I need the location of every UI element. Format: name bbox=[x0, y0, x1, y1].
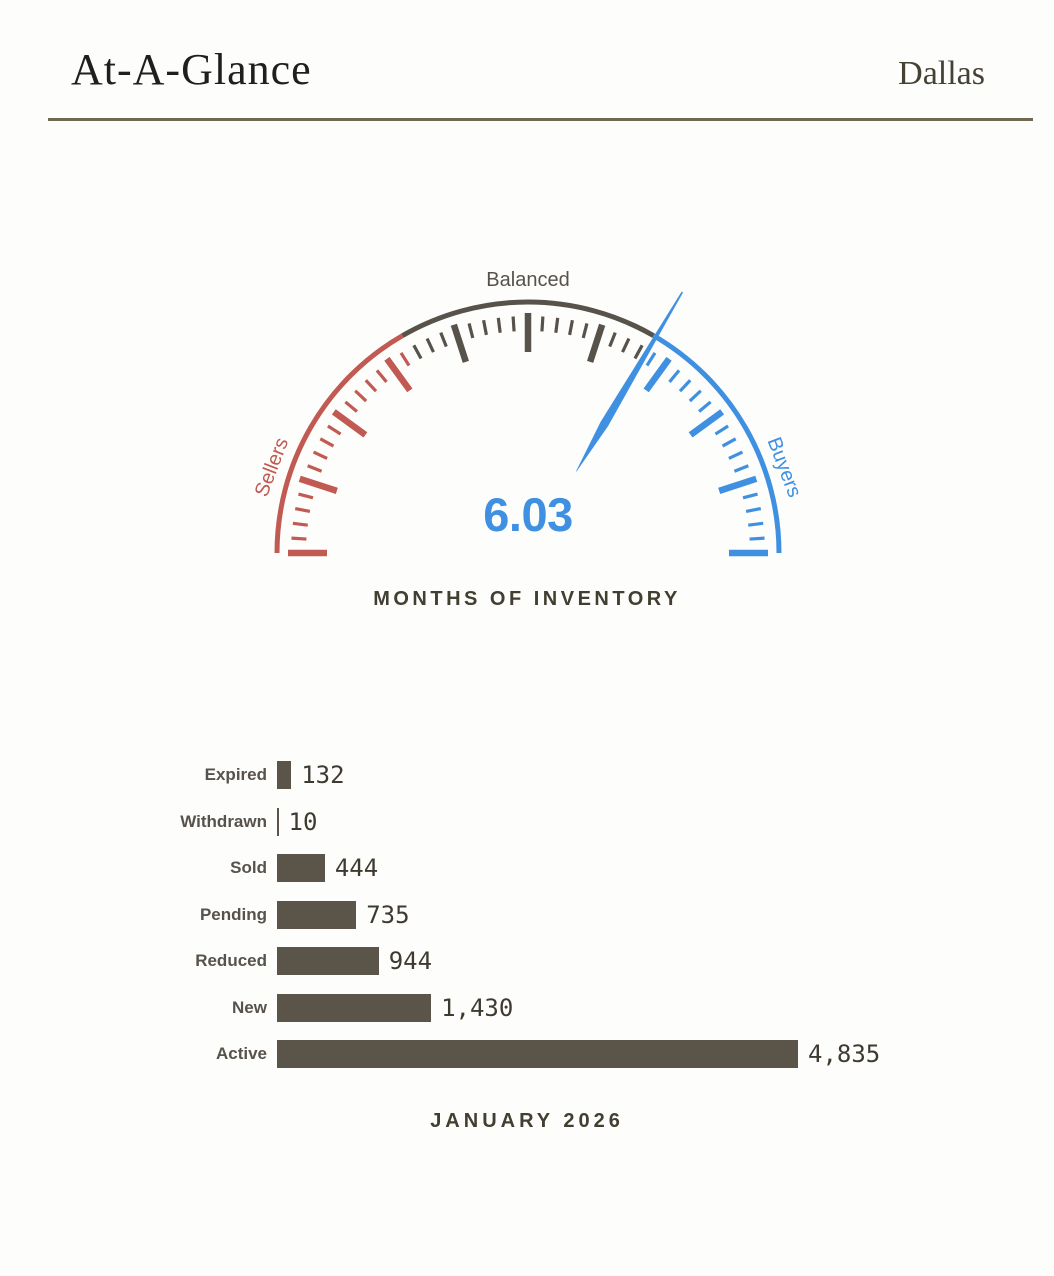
gauge-minor-tick bbox=[699, 402, 711, 412]
bar-row-expired bbox=[0, 761, 1054, 789]
gauge-minor-tick bbox=[583, 323, 587, 338]
gauge-zone-label-balanced: Balanced bbox=[486, 269, 570, 291]
gauge-minor-tick bbox=[377, 370, 387, 382]
bar bbox=[277, 808, 279, 836]
gauge-zone-label-buyers: Buyers bbox=[762, 434, 806, 501]
gauge-minor-tick bbox=[570, 320, 573, 335]
gauge-major-tick bbox=[590, 325, 602, 362]
gauge-minor-tick bbox=[647, 353, 655, 366]
bar-value: 132 bbox=[301, 761, 345, 789]
location-label: Dallas bbox=[898, 55, 985, 92]
gauge-minor-tick bbox=[295, 509, 310, 512]
bar-label: Withdrawn bbox=[180, 811, 267, 831]
bar bbox=[277, 1040, 798, 1068]
gauge-minor-tick bbox=[690, 391, 701, 401]
chart-caption: JANUARY 2026 bbox=[430, 1110, 624, 1132]
gauge-minor-tick bbox=[635, 345, 642, 358]
gauge-major-tick bbox=[300, 479, 337, 491]
gauge-minor-tick bbox=[484, 320, 487, 335]
bar-row-pending bbox=[0, 901, 1054, 929]
listing-status-chart bbox=[0, 761, 1054, 1087]
gauge-minor-tick bbox=[723, 439, 736, 446]
gauge-minor-tick bbox=[298, 494, 313, 498]
bar-label: Expired bbox=[204, 765, 267, 784]
bar-row-reduced bbox=[0, 947, 1054, 975]
gauge-minor-tick bbox=[498, 318, 500, 333]
gauge-minor-tick bbox=[729, 452, 743, 458]
gauge-major-tick bbox=[454, 325, 466, 362]
gauge-minor-tick bbox=[556, 318, 558, 333]
bar-label: Sold bbox=[230, 858, 267, 877]
gauge-caption: MONTHS OF INVENTORY bbox=[373, 588, 681, 610]
bar-label: Pending bbox=[199, 904, 267, 924]
gauge-minor-tick bbox=[610, 333, 616, 347]
gauge-minor-tick bbox=[414, 345, 421, 358]
gauge-minor-tick bbox=[441, 333, 447, 347]
bar-value: 944 bbox=[388, 947, 433, 975]
gauge-minor-tick bbox=[542, 316, 543, 331]
gauge-minor-tick bbox=[469, 323, 473, 338]
gauge-minor-tick bbox=[734, 466, 748, 472]
gauge-zone-label-sellers: Sellers bbox=[250, 434, 294, 500]
gauge-minor-tick bbox=[715, 426, 728, 434]
gauge-minor-tick bbox=[427, 339, 433, 353]
bar bbox=[277, 761, 291, 789]
bar bbox=[277, 901, 356, 929]
gauge-minor-tick bbox=[366, 380, 376, 391]
bar-value: 4,835 bbox=[808, 1040, 881, 1068]
gauge-minor-tick bbox=[750, 538, 765, 539]
bar-label: Active bbox=[215, 1044, 267, 1063]
gauge-minor-tick bbox=[401, 353, 409, 366]
header-divider bbox=[48, 118, 1033, 121]
gauge-minor-tick bbox=[293, 523, 308, 525]
gauge-needle bbox=[576, 292, 682, 471]
bar-row-new bbox=[0, 994, 1054, 1022]
bar-value: 1,430 bbox=[441, 993, 514, 1022]
gauge-arc-sellers bbox=[277, 336, 403, 553]
bar-value: 10 bbox=[288, 807, 318, 836]
gauge-minor-tick bbox=[314, 452, 328, 458]
gauge-minor-tick bbox=[291, 538, 306, 539]
inventory-gauge bbox=[200, 253, 860, 565]
bar bbox=[277, 854, 325, 882]
page-title: At-A-Glance bbox=[71, 45, 312, 94]
gauge-minor-tick bbox=[746, 509, 761, 512]
gauge-minor-tick bbox=[320, 439, 333, 446]
bar-row-sold bbox=[0, 854, 1054, 882]
gauge-minor-tick bbox=[328, 426, 341, 434]
bar-value: 444 bbox=[334, 854, 379, 882]
gauge-minor-tick bbox=[513, 316, 514, 331]
bar-row-active bbox=[0, 1040, 1054, 1068]
bar bbox=[277, 994, 431, 1022]
gauge-minor-tick bbox=[748, 523, 763, 525]
gauge-value: 6.03 bbox=[483, 488, 573, 541]
gauge-minor-tick bbox=[308, 466, 322, 472]
gauge-svg bbox=[200, 253, 860, 565]
bar bbox=[277, 947, 379, 975]
gauge-major-tick bbox=[719, 479, 756, 491]
gauge-minor-tick bbox=[670, 370, 680, 382]
gauge-minor-tick bbox=[743, 494, 758, 498]
gauge-arc-buyers bbox=[654, 336, 780, 553]
bar-value: 735 bbox=[366, 900, 410, 929]
gauge-minor-tick bbox=[355, 391, 366, 401]
bar-row-withdrawn bbox=[0, 808, 1054, 836]
gauge-minor-tick bbox=[623, 339, 629, 353]
bar-label: Reduced bbox=[195, 951, 267, 970]
gauge-minor-tick bbox=[680, 380, 690, 391]
bar-label: New bbox=[232, 997, 267, 1017]
gauge-minor-tick bbox=[345, 402, 357, 412]
